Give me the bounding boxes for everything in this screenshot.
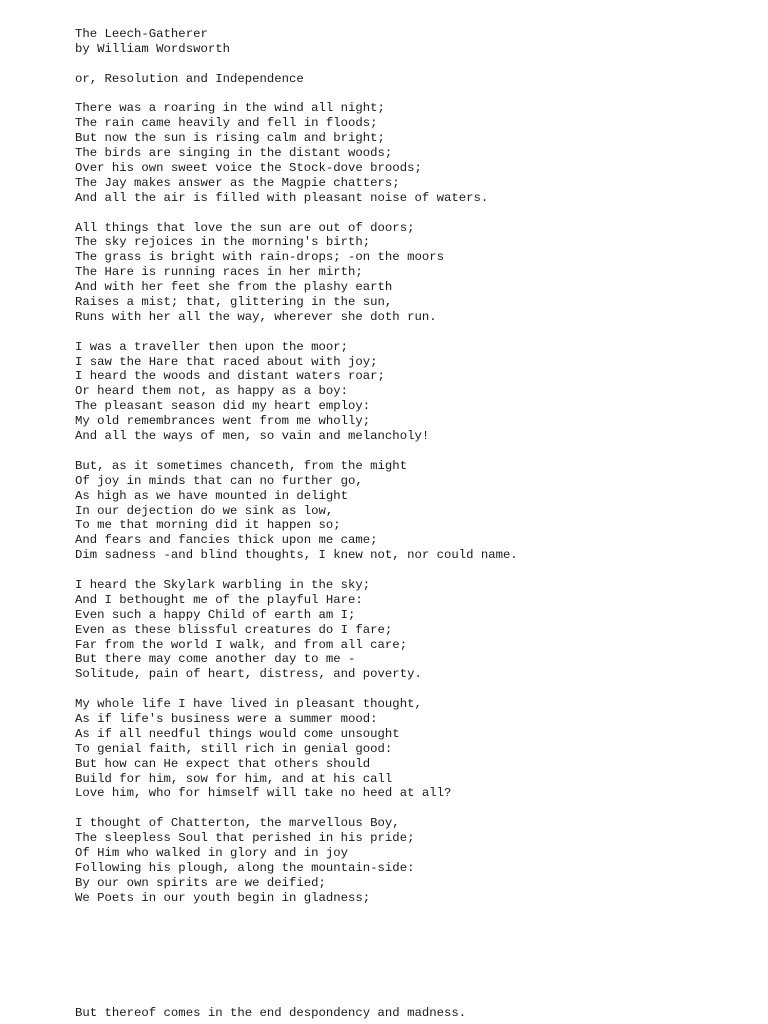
verse-line: Love him, who for himself will take no heed at all? (75, 786, 452, 801)
poem-title: The Leech-Gatherer (75, 27, 208, 41)
stanza-3 (75, 340, 755, 444)
poem-page (75, 27, 755, 906)
stanza-4 (75, 459, 755, 563)
verse-line: The rain came heavily and fell in floods; (75, 116, 378, 131)
verse-line: But, as it sometimes chanceth, from the might (75, 458, 408, 473)
spacer (75, 87, 755, 102)
verse-line: To genial faith, still rich in genial good: (75, 741, 393, 756)
verse-line: I was a traveller then upon the moor; (75, 339, 349, 354)
final-verse-line: But thereof comes in the end despondency and madness. (75, 1006, 467, 1020)
verse-line: Solitude, pain of heart, distress, and poverty. (75, 667, 422, 682)
verse-line: My whole life I have lived in pleasant thought, (75, 697, 422, 712)
verse-line: All things that love the sun are out of doors; (75, 220, 415, 235)
stanza-7 (75, 816, 755, 905)
poem-author: by William Wordsworth (75, 41, 230, 56)
verse-line: Following his plough, along the mountain-side: (75, 860, 415, 875)
verse-line: The Hare is running races in her mirth; (75, 265, 363, 280)
verse-line: But there may come another day to me - (75, 652, 356, 667)
verse-line: But how can He expect that others should (75, 756, 371, 771)
verse-line: Runs with her all the way, wherever she doth run. (75, 309, 437, 324)
stanza-5 (75, 578, 755, 682)
verse-line: Or heard them not, as happy as a boy: (75, 384, 349, 399)
verse-line: Of Him who walked in glory and in joy (75, 845, 349, 860)
spacer (75, 444, 755, 459)
verse-line: I heard the woods and distant waters roar; (75, 369, 385, 384)
verse-line: By our own spirits are we deified; (75, 875, 326, 890)
verse-line: And with her feet she from the plashy earth (75, 280, 393, 295)
stanza-1 (75, 101, 755, 205)
spacer (75, 57, 755, 72)
verse-line: The sleepless Soul that perished in his pride; (75, 831, 415, 846)
verse-line: Even such a happy Child of earth am I; (75, 607, 356, 622)
verse-line: Dim sadness -and blind thoughts, I knew not, nor could name. (75, 548, 518, 563)
verse-line: As if all needful things would come unsought (75, 726, 400, 741)
verse-line: Of joy in minds that can no further go, (75, 473, 363, 488)
stanza-2 (75, 221, 755, 325)
spacer (75, 325, 755, 340)
verse-line: To me that morning did it happen so; (75, 518, 341, 533)
verse-line: And I bethought me of the playful Hare: (75, 592, 363, 607)
spacer (75, 682, 755, 697)
verse-line: The grass is bright with rain-drops; -on the moors (75, 250, 444, 265)
verse-line: In our dejection do we sink as low, (75, 503, 334, 518)
stanza-6 (75, 697, 755, 801)
verse-line: The pleasant season did my heart employ: (75, 399, 371, 414)
spacer (75, 206, 755, 221)
verse-line: I saw the Hare that raced about with joy; (75, 354, 378, 369)
poem-subtitle: or, Resolution and Independence (75, 71, 304, 86)
verse-line: As if life's business were a summer mood: (75, 711, 378, 726)
verse-line: Even as these blissful creatures do I fare; (75, 622, 393, 637)
verse-line: There was a roaring in the wind all night; (75, 101, 385, 116)
verse-line: As high as we have mounted in delight (75, 488, 349, 503)
verse-line: And all the ways of men, so vain and melancholy! (75, 429, 430, 444)
verse-line: Over his own sweet voice the Stock-dove broods; (75, 161, 422, 176)
verse-line: I heard the Skylark warbling in the sky; (75, 577, 371, 592)
verse-line: My old remembrances went from me wholly; (75, 414, 371, 429)
verse-line: Raises a mist; that, glittering in the sun, (75, 295, 393, 310)
verse-line: The sky rejoices in the morning's birth; (75, 235, 371, 250)
verse-line: We Poets in our youth begin in gladness; (75, 890, 371, 905)
verse-line: And fears and fancies thick upon me came; (75, 533, 378, 548)
spacer (75, 563, 755, 578)
verse-line: Build for him, sow for him, and at his call (75, 771, 393, 786)
verse-line: Far from the world I walk, and from all care; (75, 637, 408, 652)
verse-line: I thought of Chatterton, the marvellous Boy, (75, 816, 400, 831)
verse-line: The Jay makes answer as the Magpie chatters; (75, 175, 400, 190)
verse-line: But now the sun is rising calm and bright; (75, 131, 385, 146)
spacer (75, 801, 755, 816)
verse-line: And all the air is filled with pleasant noise of waters. (75, 190, 489, 205)
verse-line: The birds are singing in the distant woods; (75, 146, 393, 161)
